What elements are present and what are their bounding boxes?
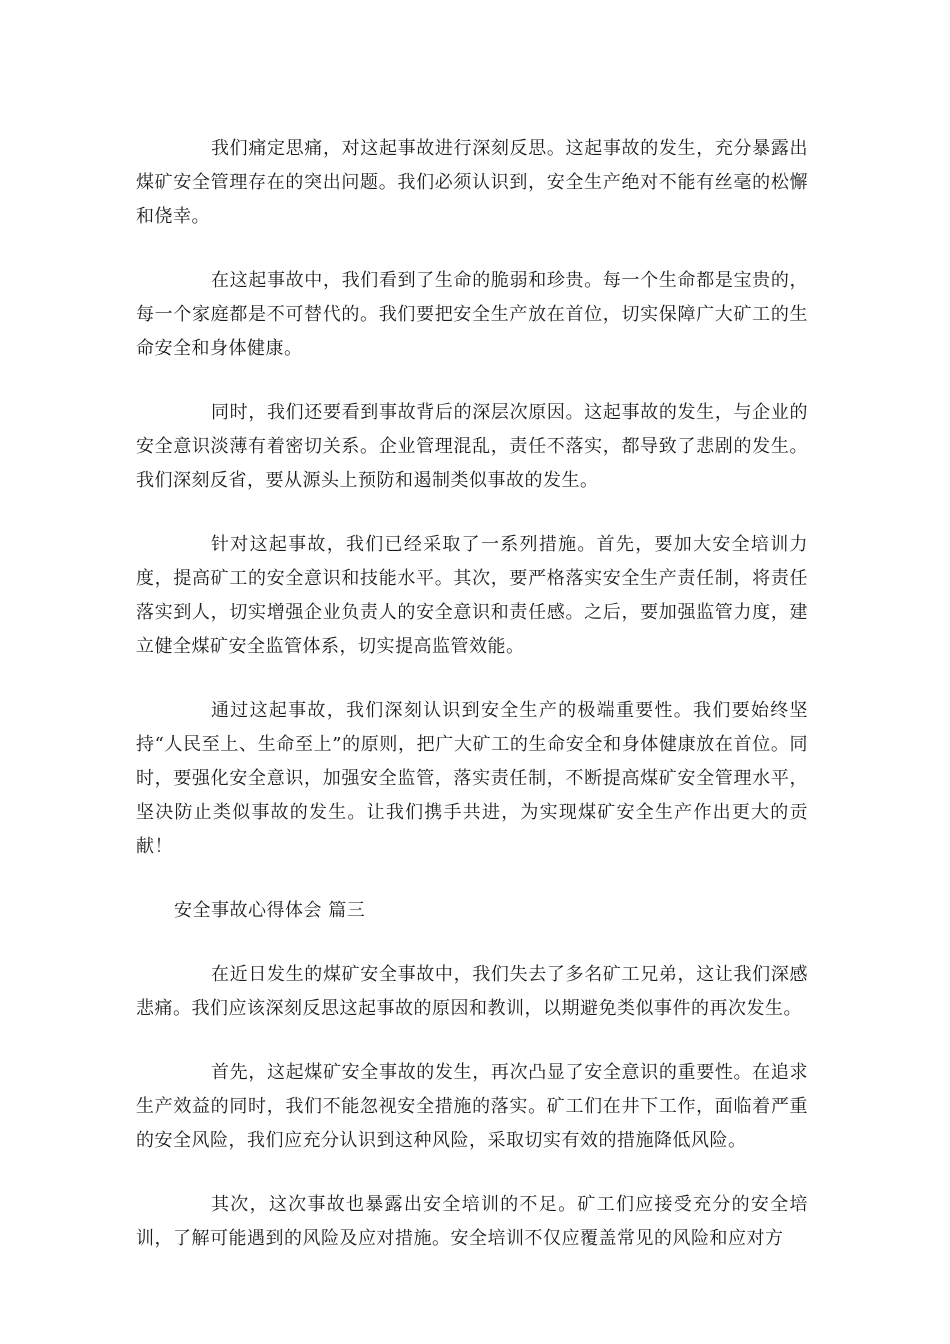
paragraph-life-value: 在这起事故中，我们看到了生命的脆弱和珍贵。每一个生命都是宝贵的，每一个家庭都是不可替代的。我们要把安全生产放在首位，切实保障广大矿工的生命安全和身体健康。 xyxy=(136,270,808,359)
document-page xyxy=(136,132,808,1286)
paragraph-root-causes: 同时，我们还要看到事故背后的深层次原因。这起事故的发生，与企业的安全意识淡薄有着密切关系。企业管理混乱，责任不落实，都导致了悲剧的发生。我们深刻反省，要从源头上预防和遏制类似事故的发生。 xyxy=(136,402,808,491)
paragraph-safety-training: 其次，这次事故也暴露出安全培训的不足。矿工们应接受充分的安全培训，了解可能遇到的风险及应对措施。安全培训不仅应覆盖常见的风险和应对方 xyxy=(136,1194,808,1249)
paragraph-safety-awareness: 首先，这起煤矿安全事故的发生，再次凸显了安全意识的重要性。在追求生产效益的同时，我们不能忽视安全措施的落实。矿工们在井下工作，面临着严重的安全风险，我们应充分认识到这种风险，采取切实有效的措施降低风险。 xyxy=(136,1062,808,1151)
paragraph-reflection: 我们痛定思痛，对这起事故进行深刻反思。这起事故的发生，充分暴露出煤矿安全管理存在的突出问题。我们必须认识到，安全生产绝对不能有丝毫的松懈和侥幸。 xyxy=(136,138,808,227)
section-heading: 安全事故心得体会 篇三 xyxy=(174,900,366,921)
paragraph-recent-accident: 在近日发生的煤矿安全事故中，我们失去了多名矿工兄弟，这让我们深感悲痛。我们应该深刻反思这起事故的原因和教训，以期避免类似事件的再次发生。 xyxy=(136,964,808,1019)
paragraph-conclusion: 通过这起事故，我们深刻认识到安全生产的极端重要性。我们要始终坚持“人民至上、生命至上”的原则，把广大矿工的生命安全和身体健康放在首位。同时，要强化安全意识，加强安全监管，落实责任制，不断提高煤矿安全管理水平，坚决防止类似事故的发生。让我们携手共进，为实现煤矿安全生产作出更大的贡献！ xyxy=(136,700,808,857)
paragraph-measures: 针对这起事故，我们已经采取了一系列措施。首先，要加大安全培训力度，提高矿工的安全意识和技能水平。其次，要严格落实安全生产责任制，将责任落实到人，切实增强企业负责人的安全意识和责任感。之后，要加强监管力度，建立健全煤矿安全监管体系，切实提高监管效能。 xyxy=(136,534,808,657)
